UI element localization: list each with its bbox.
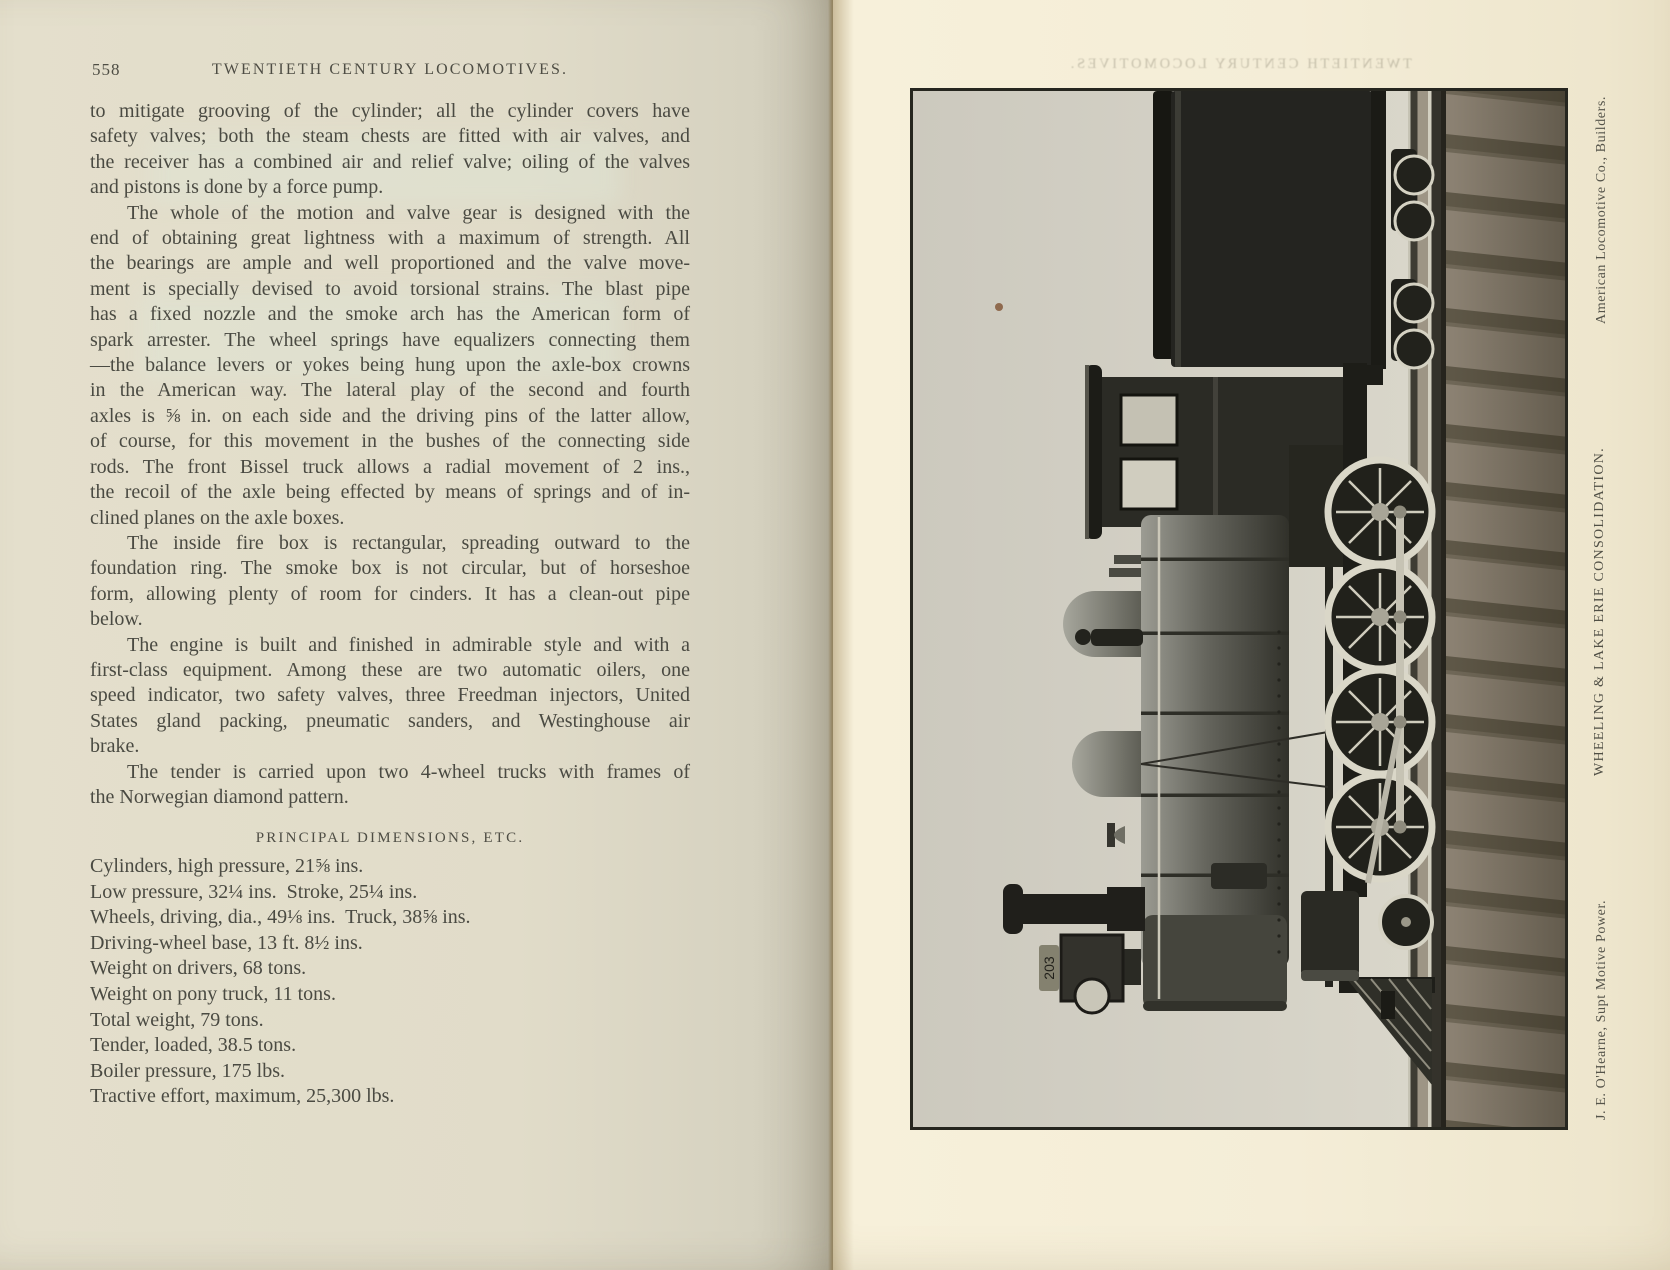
dimension-line: Tender, loaded, 38.5 tons. <box>90 1034 297 1057</box>
left-page <box>0 0 833 1270</box>
paragraph <box>90 201 690 531</box>
text-line: the Norwegian diamond pattern. <box>90 785 349 808</box>
paragraph <box>90 531 690 633</box>
dimension-line: Cylinders, high pressure, 21⅝ ins. <box>90 855 364 877</box>
text-line: clined planes on the axle boxes. <box>90 506 345 529</box>
safety-valve <box>1109 568 1141 577</box>
text-line: spark arrester. The wheel springs have equalizers connecting them <box>90 328 690 351</box>
text-line: States gland packing, pneumatic sanders, and Westinghouse air <box>90 709 690 732</box>
text-line: of course, for this movement in the bushes of the connecting side <box>90 430 690 453</box>
dimension-line: Boiler pressure, 175 lbs. <box>90 1059 285 1082</box>
text-line: The engine is built and finished in admirable style and with a <box>127 633 690 656</box>
text-line: end of obtaining great lightness with a maximum of strength. All <box>90 227 690 250</box>
text-line: axles is ⅝ in. on each side and the driving pins of the latter allow, <box>90 404 690 427</box>
text-line: foundation ring. The smoke box is not circular, but of horseshoe <box>90 557 690 580</box>
text-line: The inside fire box is rectangular, spreading outward to the <box>127 531 690 554</box>
dimension-line: Wheels, driving, dia., 49⅛ ins. Truck, 38⅝ ins. <box>90 906 471 929</box>
dimension-line: Weight on drivers, 68 tons. <box>90 957 307 980</box>
cylinder <box>1301 891 1359 981</box>
engine-number: 203 <box>1041 956 1057 980</box>
text-line: speed indicator, two safety valves, three Freedman injectors, United <box>90 684 690 707</box>
text-line: ment is specially devised to avoid torsional strains. The blast pipe <box>90 277 690 300</box>
dimension-line: Low pressure, 32¼ ins. Stroke, 25¼ ins. <box>90 880 418 903</box>
steam-dome <box>1063 591 1141 657</box>
text-line: the receiver has a combined air and relief valve; oiling of the valves <box>90 150 690 173</box>
text-line: in the American way. The lateral play of the second and fourth <box>90 379 690 402</box>
text-line: the bearings are ample and well proportioned and the valve move- <box>90 252 690 275</box>
safety-valve <box>1114 555 1141 564</box>
locomotive-illustration <box>913 91 1565 1127</box>
caption-builders: American Locomotive Co., Builders. <box>1594 95 1609 325</box>
text-line: brake. <box>90 735 140 758</box>
paper-fleck <box>995 303 1003 311</box>
body-text <box>90 99 690 810</box>
dimensions-list <box>90 854 690 1110</box>
photo-frame <box>910 88 1568 1130</box>
air-pump <box>1211 863 1267 889</box>
sand-dome <box>1072 731 1141 797</box>
text-line: to mitigate grooving of the cylinder; all the cylinder covers have <box>90 100 690 122</box>
text-line: form, allowing plenty of room for cinders. It has a clean-out pipe <box>90 582 690 605</box>
text-line: The whole of the motion and valve gear is designed with the <box>127 201 690 224</box>
running-title: TWENTIETH CENTURY LOCOMOTIVES. <box>211 61 569 78</box>
text-line: safety valves; both the steam chests are fitted with air valves, and <box>90 125 690 148</box>
dimension-line: Weight on pony truck, 11 tons. <box>90 982 336 1005</box>
dimensions-heading: PRINCIPAL DIMENSIONS, ETC. <box>255 830 525 846</box>
text-line: rods. The front Bissel truck allows a radial movement of 2 ins., <box>90 455 690 478</box>
caption-credit: J. E. O'Hearne, Supt Motive Power. <box>1594 899 1609 1121</box>
paragraph <box>90 633 690 760</box>
paragraph <box>90 99 690 201</box>
page-number: 558 <box>92 60 121 79</box>
text-line: —the balance levers or yokes being hung upon the axle-box crowns <box>90 354 690 377</box>
text-line: The tender is carried upon two 4-wheel trucks with frames of <box>127 760 690 783</box>
paragraph <box>90 760 690 811</box>
text-line: below. <box>90 608 143 631</box>
text-line: has a fixed nozzle and the smoke arch has the American form of <box>90 303 690 326</box>
caption-plate-title: WHEELING & LAKE ERIE CONSOLIDATION. <box>1592 447 1607 777</box>
text-line: and pistons is done by a force pump. <box>90 176 384 199</box>
dimension-line: Tractive effort, maximum, 25,300 lbs. <box>90 1085 395 1108</box>
dimension-line: Driving-wheel base, 13 ft. 8½ ins. <box>90 931 363 954</box>
smokebox <box>1143 915 1287 1009</box>
ghost-running-title: TWENTIETH CENTURY LOCOMOTIVES. <box>1068 56 1412 72</box>
dimension-line: Total weight, 79 tons. <box>90 1008 264 1031</box>
text-line: the recoil of the axle being effected by means of springs and of in- <box>90 481 690 504</box>
crew-figure <box>1075 629 1143 646</box>
text-line: first-class equipment. Among these are two automatic oilers, one <box>90 658 690 681</box>
